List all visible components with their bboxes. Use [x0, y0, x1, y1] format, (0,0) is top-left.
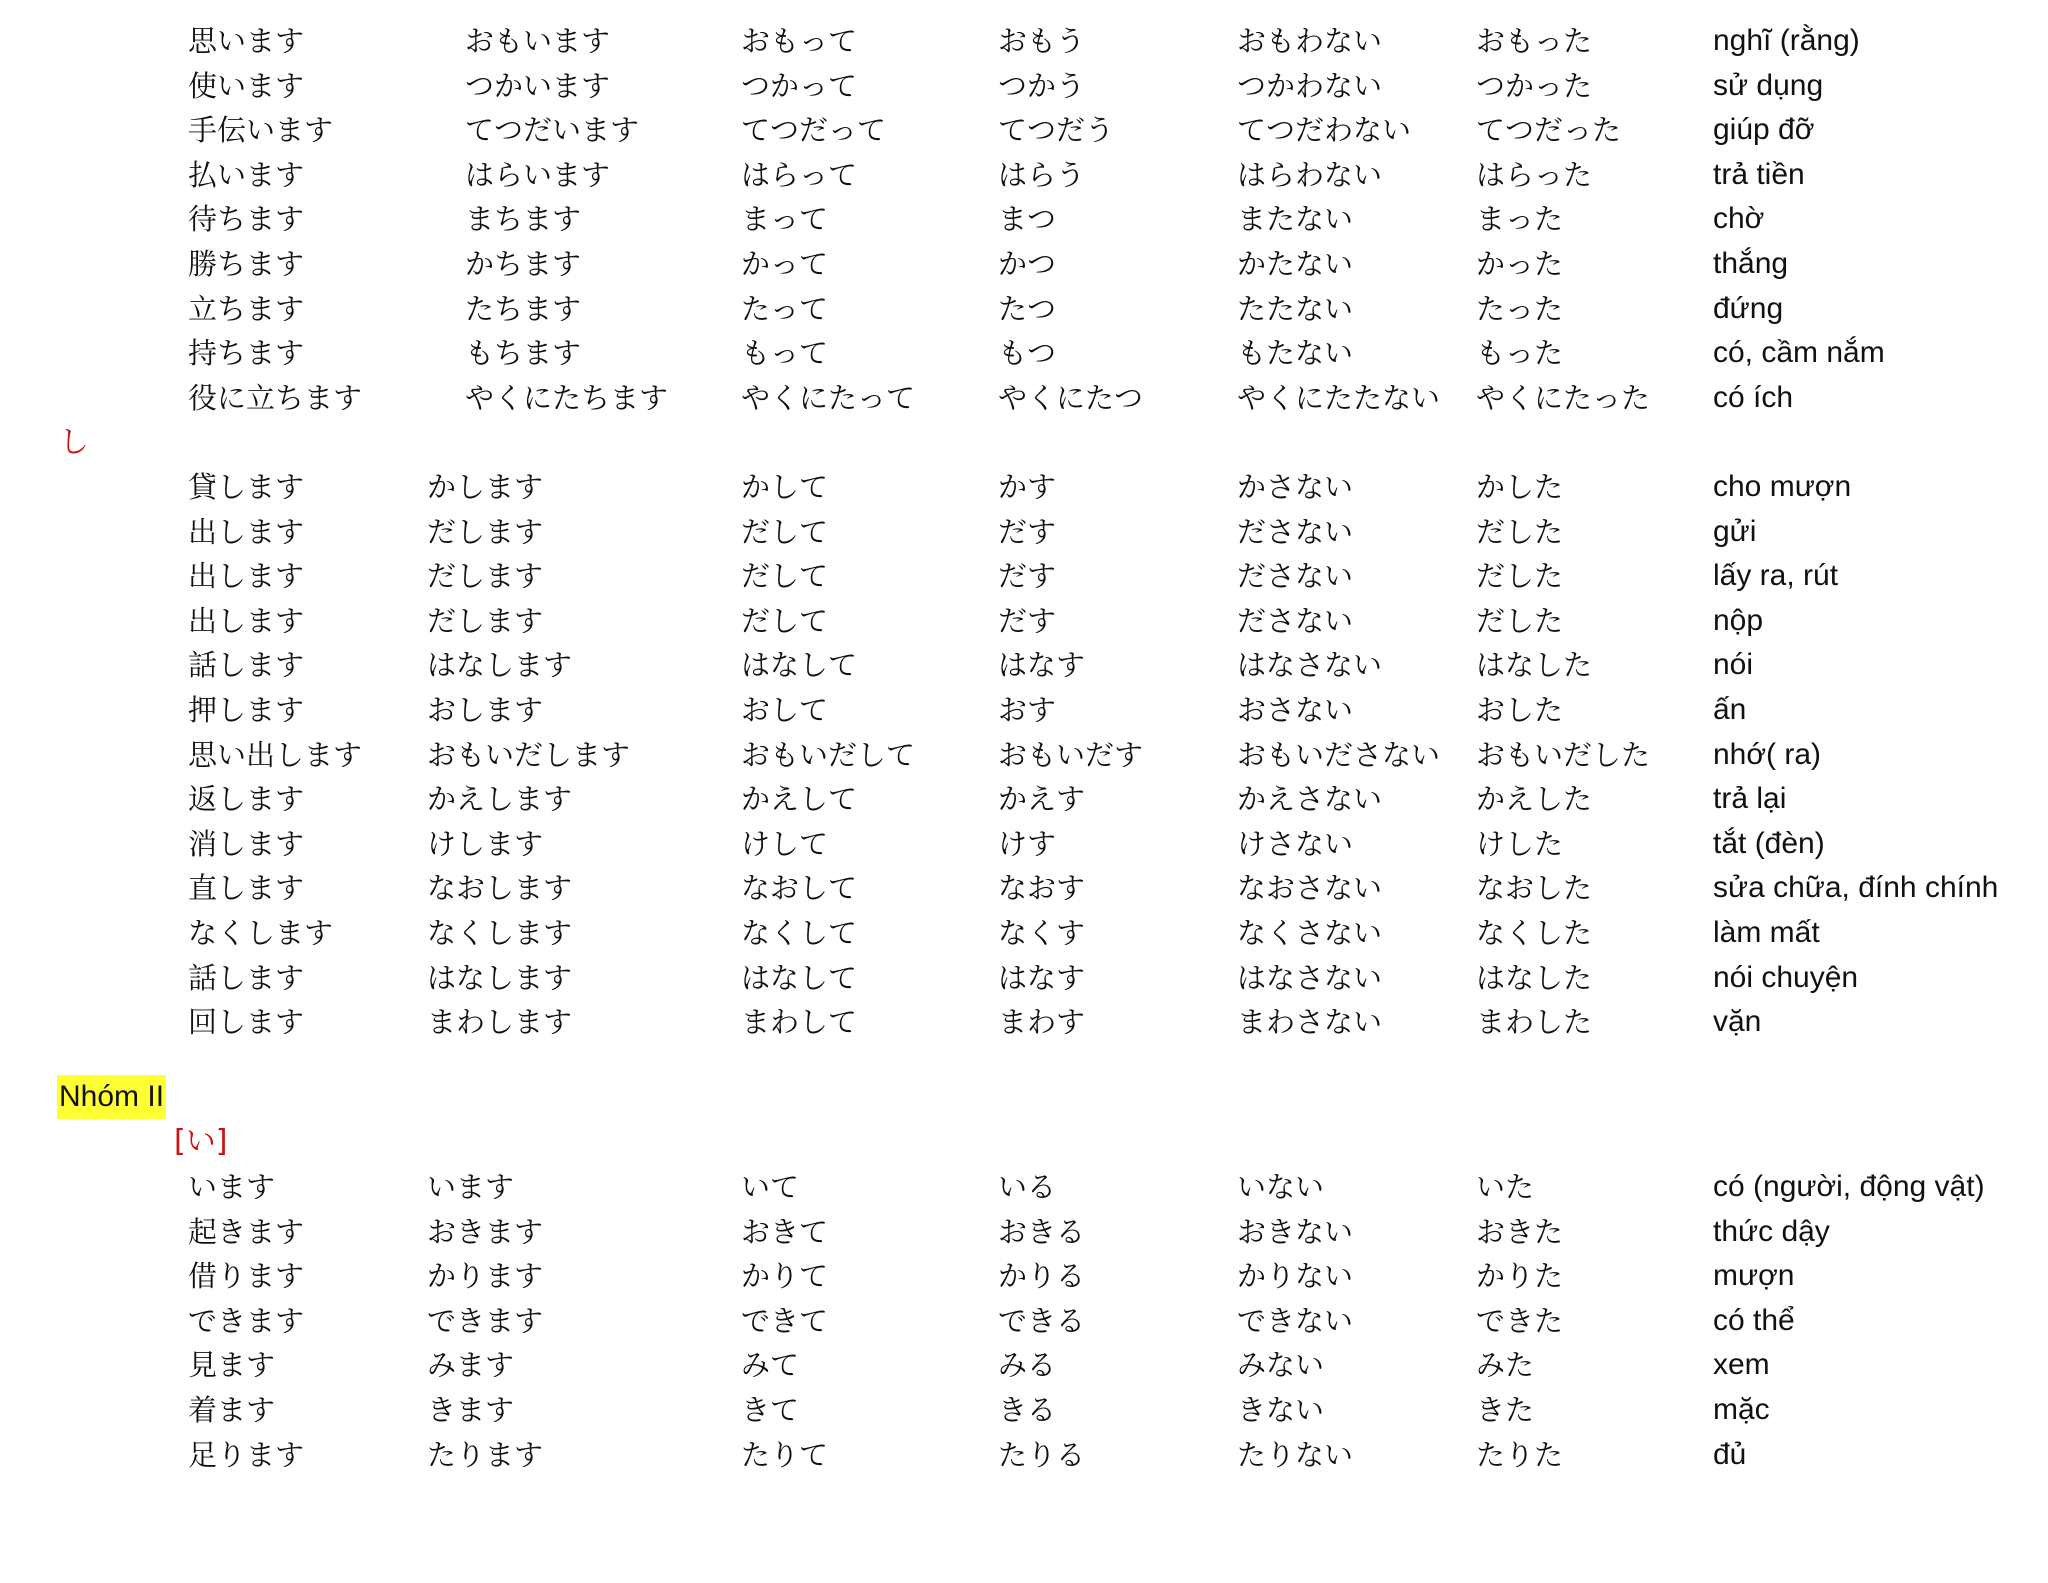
ta-form: つかった — [1476, 69, 1593, 103]
dictionary-form: てつだう — [998, 113, 1115, 147]
masu-reading: だします — [427, 515, 544, 549]
masu-reading: かります — [427, 1259, 544, 1293]
masu-form: 役に立ちます — [188, 381, 363, 415]
verb-row — [0, 1388, 2048, 1432]
verb-row — [0, 1254, 2048, 1298]
masu-reading: やくにたちます — [465, 381, 669, 415]
masu-reading: はらいます — [465, 158, 611, 192]
ta-form: やくにたった — [1476, 381, 1651, 415]
section-shi-heading: し — [59, 425, 89, 460]
te-form: おきて — [741, 1215, 829, 1249]
te-form: たって — [741, 292, 829, 326]
ta-form: なおした — [1476, 871, 1593, 905]
ta-form: たりた — [1476, 1438, 1564, 1472]
nai-form: かたない — [1237, 247, 1354, 281]
ta-form: だした — [1476, 515, 1564, 549]
meaning: có ích — [1713, 381, 1794, 414]
nai-form: たりない — [1237, 1438, 1354, 1472]
ta-form: たった — [1476, 292, 1564, 326]
meaning: chờ — [1713, 202, 1765, 235]
verb-row — [0, 599, 2048, 643]
nai-form: みない — [1237, 1348, 1325, 1382]
masu-form: 消します — [188, 827, 305, 861]
dictionary-form: おもいだす — [998, 738, 1144, 772]
masu-reading: います — [427, 1170, 515, 1204]
verb-row — [0, 376, 2048, 420]
ta-form: だした — [1476, 604, 1564, 638]
dictionary-form: けす — [998, 827, 1057, 861]
dictionary-form: はなす — [998, 961, 1086, 995]
ta-form: かった — [1476, 247, 1564, 281]
ta-form: おした — [1476, 693, 1564, 727]
dictionary-form: だす — [998, 559, 1057, 593]
masu-reading: なくします — [427, 916, 573, 950]
masu-form: 貸します — [188, 470, 305, 504]
masu-form: 見ます — [188, 1348, 276, 1382]
dictionary-form: できる — [998, 1304, 1086, 1338]
verb-row — [0, 153, 2048, 197]
meaning: nghĩ (rằng) — [1713, 24, 1860, 57]
meaning: lấy ra, rút — [1713, 559, 1839, 592]
nai-form: おもわない — [1237, 24, 1383, 58]
masu-reading: なおします — [427, 871, 573, 905]
dictionary-form: かす — [998, 470, 1057, 504]
te-form: かして — [741, 470, 829, 504]
nai-form: ださない — [1237, 515, 1354, 549]
masu-form: 出します — [188, 604, 305, 638]
verb-row — [0, 19, 2048, 63]
verb-row — [0, 197, 2048, 241]
verb-row — [0, 554, 2048, 598]
masu-reading: けします — [427, 827, 544, 861]
nai-form: おきない — [1237, 1215, 1354, 1249]
nai-form: つかわない — [1237, 69, 1383, 103]
masu-reading: かちます — [465, 247, 582, 281]
nai-form: かえさない — [1237, 782, 1383, 816]
dictionary-form: はらう — [998, 158, 1086, 192]
nai-form: なくさない — [1237, 916, 1383, 950]
nai-form: もたない — [1237, 336, 1354, 370]
meaning: thắng — [1713, 247, 1789, 280]
te-form: けして — [741, 827, 829, 861]
nai-form: たたない — [1237, 292, 1354, 326]
te-form: おもいだして — [741, 738, 916, 772]
masu-reading: おもいだします — [427, 738, 631, 772]
masu-form: 勝ちます — [188, 247, 305, 281]
masu-form: 押します — [188, 693, 305, 727]
masu-form: 立ちます — [188, 292, 305, 326]
te-form: できて — [741, 1304, 829, 1338]
verb-row — [0, 108, 2048, 152]
masu-reading: はなします — [427, 961, 573, 995]
ta-form: きた — [1476, 1393, 1535, 1427]
ta-form: だした — [1476, 559, 1564, 593]
ta-form: なくした — [1476, 916, 1593, 950]
dictionary-form: おきる — [998, 1215, 1086, 1249]
masu-reading: だします — [427, 559, 544, 593]
ta-form: かした — [1476, 470, 1564, 504]
meaning: giúp đỡ — [1713, 113, 1815, 146]
verb-row — [0, 777, 2048, 821]
te-form: かえして — [741, 782, 858, 816]
verb-row — [0, 510, 2048, 554]
meaning: có (người, động vật) — [1713, 1170, 1985, 1203]
dictionary-form: たりる — [998, 1438, 1086, 1472]
masu-reading: かします — [427, 470, 544, 504]
meaning: mặc — [1713, 1393, 1770, 1426]
verb-row — [0, 733, 2048, 777]
masu-form: 借ります — [188, 1259, 305, 1293]
verb-row — [0, 465, 2048, 509]
nai-form: まわさない — [1237, 1005, 1383, 1039]
group-2-heading: Nhóm II — [57, 1075, 166, 1119]
masu-reading: できます — [427, 1304, 544, 1338]
meaning: gửi — [1713, 515, 1757, 548]
meaning: đứng — [1713, 292, 1784, 325]
ta-form: かりた — [1476, 1259, 1564, 1293]
masu-form: 思います — [188, 24, 305, 58]
te-form: おもって — [741, 24, 858, 58]
verb-row — [0, 1165, 2048, 1209]
dictionary-form: はなす — [998, 648, 1086, 682]
nai-form: ださない — [1237, 559, 1354, 593]
nai-form: やくにたたない — [1237, 381, 1441, 415]
verb-row — [0, 643, 2048, 687]
dictionary-form: たつ — [998, 292, 1057, 326]
ta-form: おもった — [1476, 24, 1593, 58]
nai-form: かりない — [1237, 1259, 1354, 1293]
meaning: cho mượn — [1713, 470, 1852, 503]
dictionary-form: まつ — [998, 202, 1057, 236]
meaning: sử dụng — [1713, 69, 1824, 102]
meaning: làm mất — [1713, 916, 1820, 949]
verb-row — [0, 822, 2048, 866]
dictionary-form: いる — [998, 1170, 1057, 1204]
meaning: nói — [1713, 648, 1754, 681]
masu-form: 払います — [188, 158, 305, 192]
verb-row — [0, 1000, 2048, 1044]
meaning: có, cầm nắm — [1713, 336, 1885, 369]
nai-form: できない — [1237, 1304, 1354, 1338]
masu-reading: まちます — [465, 202, 582, 236]
masu-form: 使います — [188, 69, 305, 103]
ta-form: まった — [1476, 202, 1564, 236]
masu-form: 回します — [188, 1005, 305, 1039]
masu-reading: かえします — [427, 782, 573, 816]
ta-form: できた — [1476, 1304, 1564, 1338]
dictionary-form: やくにたつ — [998, 381, 1144, 415]
meaning: nộp — [1713, 604, 1764, 637]
dictionary-form: まわす — [998, 1005, 1086, 1039]
meaning: ấn — [1713, 693, 1747, 726]
dictionary-form: みる — [998, 1348, 1057, 1382]
meaning: trả tiền — [1713, 158, 1805, 191]
ta-form: いた — [1476, 1170, 1535, 1204]
verb-row — [0, 242, 2048, 286]
nai-form: おもいださない — [1237, 738, 1441, 772]
verb-row — [0, 1299, 2048, 1343]
ta-form: おきた — [1476, 1215, 1564, 1249]
masu-form: 待ちます — [188, 202, 305, 236]
meaning: đủ — [1713, 1438, 1747, 1471]
te-form: やくにたって — [741, 381, 916, 415]
masu-form: 直します — [188, 871, 305, 905]
masu-form: 持ちます — [188, 336, 305, 370]
te-form: つかって — [741, 69, 858, 103]
nai-form: ださない — [1237, 604, 1354, 638]
te-form: きて — [741, 1393, 800, 1427]
meaning: trả lại — [1713, 782, 1787, 815]
dictionary-form: かえす — [998, 782, 1086, 816]
verb-row — [0, 1343, 2048, 1387]
meaning: mượn — [1713, 1259, 1795, 1292]
te-form: かりて — [741, 1259, 829, 1293]
ta-form: はなした — [1476, 961, 1593, 995]
verb-row — [0, 688, 2048, 732]
ta-form: もった — [1476, 336, 1564, 370]
masu-form: 話します — [188, 648, 305, 682]
te-form: てつだって — [741, 113, 887, 147]
dictionary-form: かりる — [998, 1259, 1086, 1293]
masu-reading: たります — [427, 1438, 544, 1472]
nai-form: はなさない — [1237, 648, 1383, 682]
te-form: だして — [741, 604, 829, 638]
dictionary-form: なくす — [998, 916, 1086, 950]
nai-form: またない — [1237, 202, 1354, 236]
meaning: thức dậy — [1713, 1215, 1830, 1248]
te-form: もって — [741, 336, 829, 370]
verb-row — [0, 866, 2048, 910]
masu-form: できます — [188, 1304, 305, 1338]
nai-form: てつだわない — [1237, 113, 1412, 147]
te-form: はらって — [741, 158, 858, 192]
te-form: みて — [741, 1348, 800, 1382]
dictionary-form: もつ — [998, 336, 1057, 370]
masu-reading: はなします — [427, 648, 573, 682]
meaning: vặn — [1713, 1005, 1762, 1038]
masu-form: 返します — [188, 782, 305, 816]
masu-reading: まわします — [427, 1005, 573, 1039]
masu-reading: おもいます — [465, 24, 611, 58]
masu-form: 出します — [188, 515, 305, 549]
masu-form: 足ります — [188, 1438, 305, 1472]
te-form: たりて — [741, 1438, 829, 1472]
te-form: だして — [741, 559, 829, 593]
masu-form: 起きます — [188, 1215, 305, 1249]
masu-form: 手伝います — [188, 113, 334, 147]
meaning: sửa chữa, đính chính — [1713, 871, 1999, 904]
ta-form: はなした — [1476, 648, 1593, 682]
verb-row — [0, 1433, 2048, 1477]
dictionary-form: きる — [998, 1393, 1057, 1427]
section-i-heading: [い] — [174, 1124, 228, 1159]
masu-reading: みます — [427, 1348, 515, 1382]
dictionary-form: おす — [998, 693, 1057, 727]
masu-reading: もちます — [465, 336, 582, 370]
masu-form: 出します — [188, 559, 305, 593]
dictionary-form: だす — [998, 515, 1057, 549]
te-form: なくして — [741, 916, 858, 950]
masu-form: 話します — [188, 961, 305, 995]
ta-form: まわした — [1476, 1005, 1593, 1039]
te-form: まわして — [741, 1005, 858, 1039]
masu-reading: たちます — [465, 292, 582, 326]
masu-form: 着ます — [188, 1393, 276, 1427]
masu-form: 思い出します — [188, 738, 363, 772]
te-form: おして — [741, 693, 829, 727]
dictionary-form: なおす — [998, 871, 1086, 905]
masu-reading: きます — [427, 1393, 515, 1427]
verb-row — [0, 911, 2048, 955]
nai-form: はなさない — [1237, 961, 1383, 995]
nai-form: かさない — [1237, 470, 1354, 504]
ta-form: てつだった — [1476, 113, 1622, 147]
nai-form: いない — [1237, 1170, 1325, 1204]
verb-row — [0, 1210, 2048, 1254]
te-form: まって — [741, 202, 829, 236]
ta-form: はらった — [1476, 158, 1593, 192]
ta-form: みた — [1476, 1348, 1535, 1382]
verb-row — [0, 956, 2048, 1000]
dictionary-form: おもう — [998, 24, 1086, 58]
masu-reading: おします — [427, 693, 544, 727]
masu-reading: つかいます — [465, 69, 611, 103]
masu-reading: だします — [427, 604, 544, 638]
verb-row — [0, 64, 2048, 108]
nai-form: きない — [1237, 1393, 1325, 1427]
ta-form: かえした — [1476, 782, 1593, 816]
nai-form: けさない — [1237, 827, 1354, 861]
dictionary-form: かつ — [998, 247, 1057, 281]
meaning: xem — [1713, 1348, 1770, 1381]
meaning: nhớ( ra) — [1713, 738, 1822, 771]
nai-form: はらわない — [1237, 158, 1383, 192]
meaning: tắt (đèn) — [1713, 827, 1825, 860]
ta-form: けした — [1476, 827, 1564, 861]
te-form: かって — [741, 247, 829, 281]
ta-form: おもいだした — [1476, 738, 1651, 772]
masu-reading: てつだいます — [465, 113, 640, 147]
nai-form: なおさない — [1237, 871, 1383, 905]
meaning: nói chuyện — [1713, 961, 1859, 994]
dictionary-form: つかう — [998, 69, 1086, 103]
meaning: có thể — [1713, 1304, 1795, 1337]
nai-form: おさない — [1237, 693, 1354, 727]
te-form: なおして — [741, 871, 858, 905]
verb-row — [0, 331, 2048, 375]
masu-form: なくします — [188, 916, 334, 950]
masu-form: います — [188, 1170, 276, 1204]
te-form: はなして — [741, 961, 858, 995]
dictionary-form: だす — [998, 604, 1057, 638]
te-form: はなして — [741, 648, 858, 682]
te-form: いて — [741, 1170, 800, 1204]
verb-row — [0, 287, 2048, 331]
te-form: だして — [741, 515, 829, 549]
masu-reading: おきます — [427, 1215, 544, 1249]
